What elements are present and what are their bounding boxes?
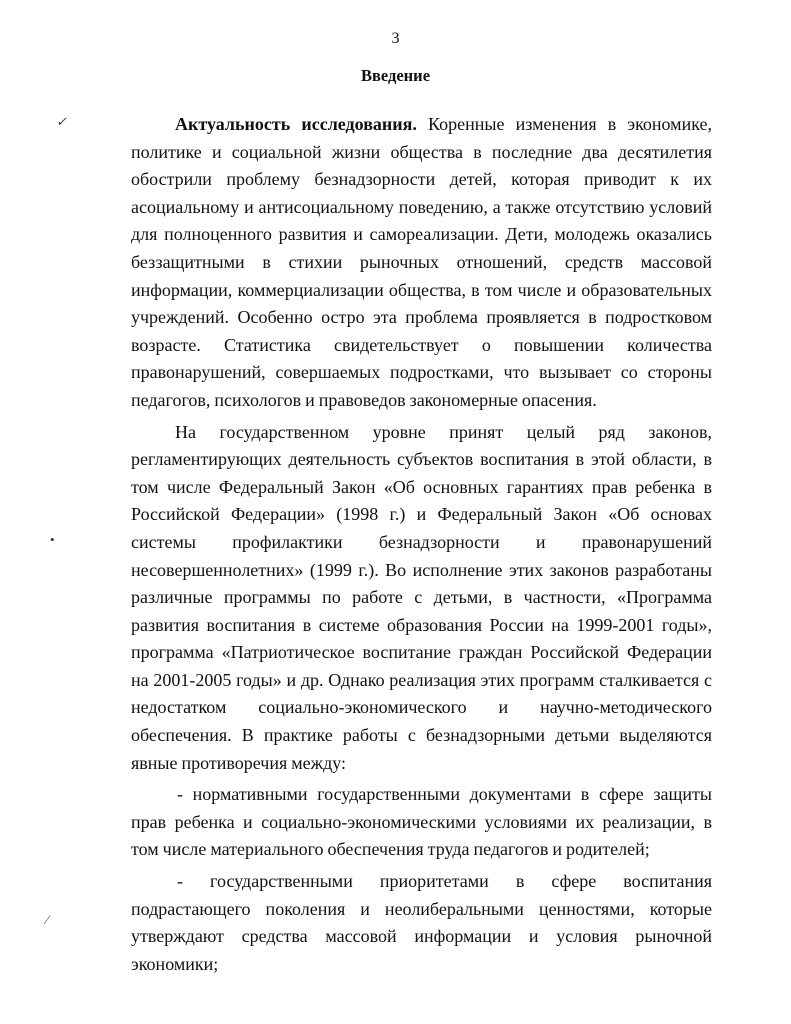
paragraph-text: На государственном уровне принят целый ряд законов, регламентирующих деятельность субъектов воспитания в этой области, в том числе Федеральный Закон «Об основных гарантиях прав ребенка в Российской Федерации» (1998 г.) и Федеральный Закон «Об основах системы профилактики безнадзорности и правонарушений несовершеннолетних» (1999 г.). Во исполнение этих законов разработаны различные программы по работе с детьми, в частности, «Программа развития воспитания в системе образования России на 1999-2001 годы», программа «Патриотическое воспитание граждан Российской Федерации на 2001-2005 годы» и др. Однако реализация этих программ сталкивается с недостатком социально-экономического и научно-методического обеспечения. В практике работы с безнадзорными детьми выделяются явные противоречия между: [131, 421, 712, 773]
margin-mark-icon: ✓ [56, 114, 67, 129]
paragraph-text: - государственными приоритетами в сфере воспитания подрастающего поколения и неолиберальными ценностями, которые утверждают средства массовой информации и условия рыночной экономики; [131, 871, 712, 974]
paragraph-laws [131, 419, 712, 778]
margin-mark-icon: ⁄ [46, 912, 49, 927]
page-number: 3 [391, 30, 400, 47]
paragraph-lead: Актуальность исследования. [175, 114, 417, 134]
list-item [131, 781, 712, 864]
paragraph-relevance [131, 111, 712, 415]
body-text [131, 111, 712, 982]
list-item [131, 868, 712, 978]
paragraph-text: - нормативными государственными документами в сфере защиты прав ребенка и социально-экономическими условиями их реализации, в том числе материального обеспечения труда педагогов и родителей; [131, 784, 712, 860]
section-heading: Введение [360, 66, 431, 85]
margin-mark-icon: • [50, 532, 55, 547]
paragraph-text: Коренные изменения в экономике, политике и социальной жизни общества в последние два десятилетия обострили проблему безнадзорности детей, которая приводит к их асоциальному и антисоциальному поведению, а также отсутствию условий для полноценного развития и самореализации. Дети, молодежь оказались беззащитными в стихии рыночных отношений, средств массовой информации, коммерциализации общества, в том числе и образовательных учреждений. Особенно остро эта проблема проявляется в подростковом возрасте. Статистика свидетельствует о повышении количества правонарушений, совершаемых подростками, что вызывает со стороны педагогов, психологов и правоведов закономерные опасения. [131, 114, 712, 410]
